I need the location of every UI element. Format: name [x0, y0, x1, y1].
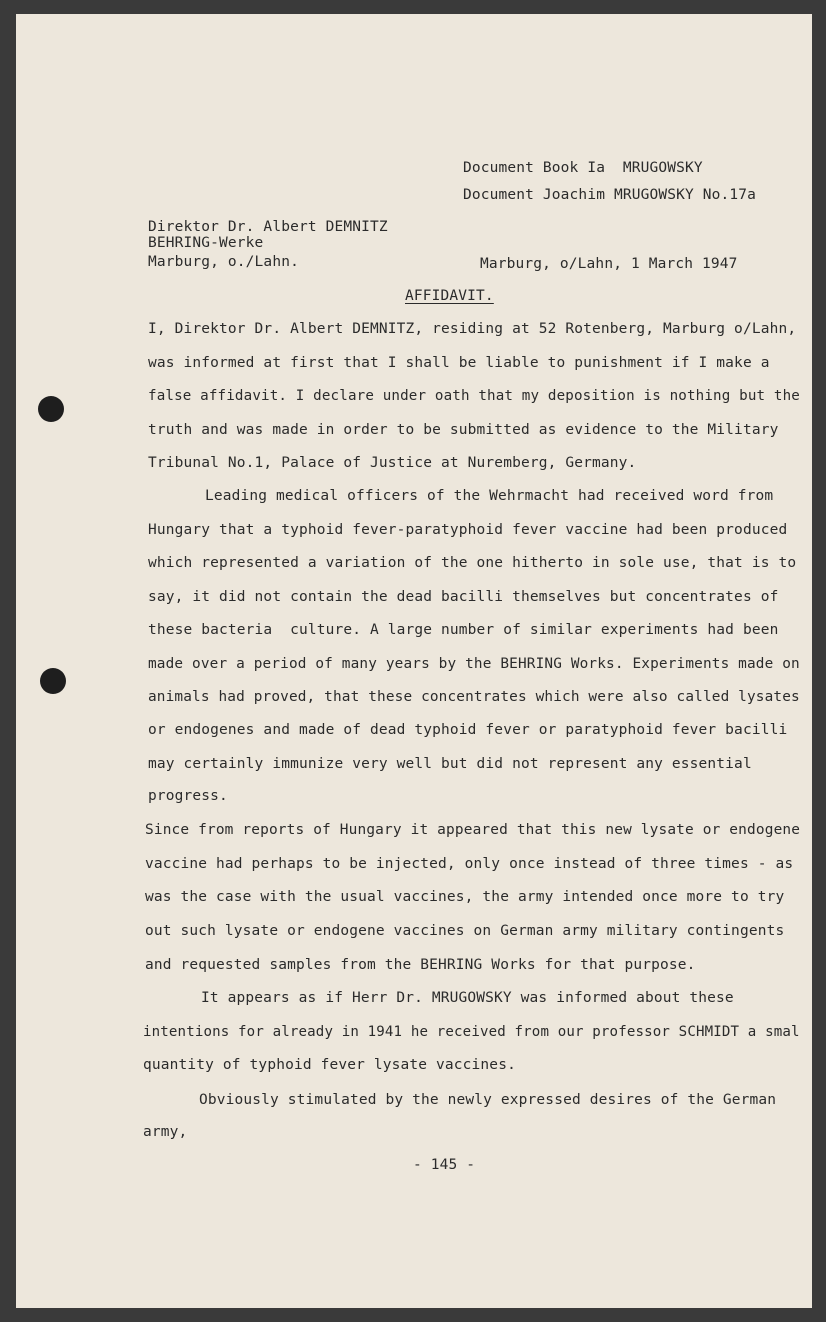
body-line: progress. — [148, 788, 228, 804]
body-line: I, Direktor Dr. Albert DEMNITZ, residing at 52 Rotenberg, Marburg o/Lahn, — [148, 321, 797, 337]
body-line: was informed at first that I shall be liable to punishment if I make a — [148, 355, 770, 371]
sender-name: Direktor Dr. Albert DEMNITZ — [148, 219, 388, 235]
body-line: these bacteria culture. A large number of similar experiments had been — [148, 622, 779, 638]
date-line: Marburg, o/Lahn, 1 March 1947 — [480, 256, 738, 272]
body-line: Obviously stimulated by the newly expressed desires of the German — [199, 1092, 777, 1108]
punch-hole-bottom — [40, 668, 66, 694]
body-line: animals had proved, that these concentrates which were also called lysates — [148, 689, 800, 705]
page-number: - 145 - — [413, 1157, 476, 1173]
body-line: truth and was made in order to be submitted as evidence to the Military — [148, 422, 779, 438]
body-line: vaccine had perhaps to be injected, only once instead of three times - as — [145, 856, 794, 872]
body-line: Hungary that a typhoid fever-paratyphoid fever vaccine had been produced — [148, 522, 788, 538]
document-number-label: Document Joachim MRUGOWSKY No.17a — [463, 187, 757, 203]
body-line: and requested samples from the BEHRING Works for that purpose. — [145, 957, 696, 973]
document-book-label: Document Book Ia MRUGOWSKY — [463, 160, 703, 176]
sender-city: Marburg, o./Lahn. — [148, 254, 299, 270]
body-line: which represented a variation of the one hitherto in sole use, that is to — [148, 555, 797, 571]
body-line: quantity of typhoid fever lysate vaccines. — [143, 1057, 516, 1073]
body-line: Tribunal No.1, Palace of Justice at Nuremberg, Germany. — [148, 455, 637, 471]
body-line: false affidavit. I declare under oath that my deposition is nothing but the — [148, 388, 800, 404]
body-line: or endogenes and made of dead typhoid fever or paratyphoid fever bacilli — [148, 722, 788, 738]
body-line: It appears as if Herr Dr. MRUGOWSKY was informed about these — [201, 990, 734, 1006]
body-line: Since from reports of Hungary it appeared that this new lysate or endogene — [145, 822, 801, 838]
body-line: say, it did not contain the dead bacilli themselves but concentrates of — [148, 589, 779, 605]
body-line: may certainly immunize very well but did not represent any essential — [148, 756, 752, 772]
affidavit-title: AFFIDAVIT. — [405, 288, 494, 304]
body-line: was the case with the usual vaccines, the army intended once more to try — [145, 889, 785, 905]
body-line: army, — [143, 1124, 188, 1140]
body-line: out such lysate or endogene vaccines on German army military contingents — [145, 923, 785, 939]
punch-hole-top — [38, 396, 64, 422]
sender-company: BEHRING-Werke — [148, 235, 264, 251]
body-line: made over a period of many years by the BEHRING Works. Experiments made on — [148, 656, 800, 672]
body-line: intentions for already in 1941 he received from our professor SCHMIDT a smal — [143, 1024, 800, 1040]
body-line: Leading medical officers of the Wehrmacht had received word from — [205, 488, 774, 504]
